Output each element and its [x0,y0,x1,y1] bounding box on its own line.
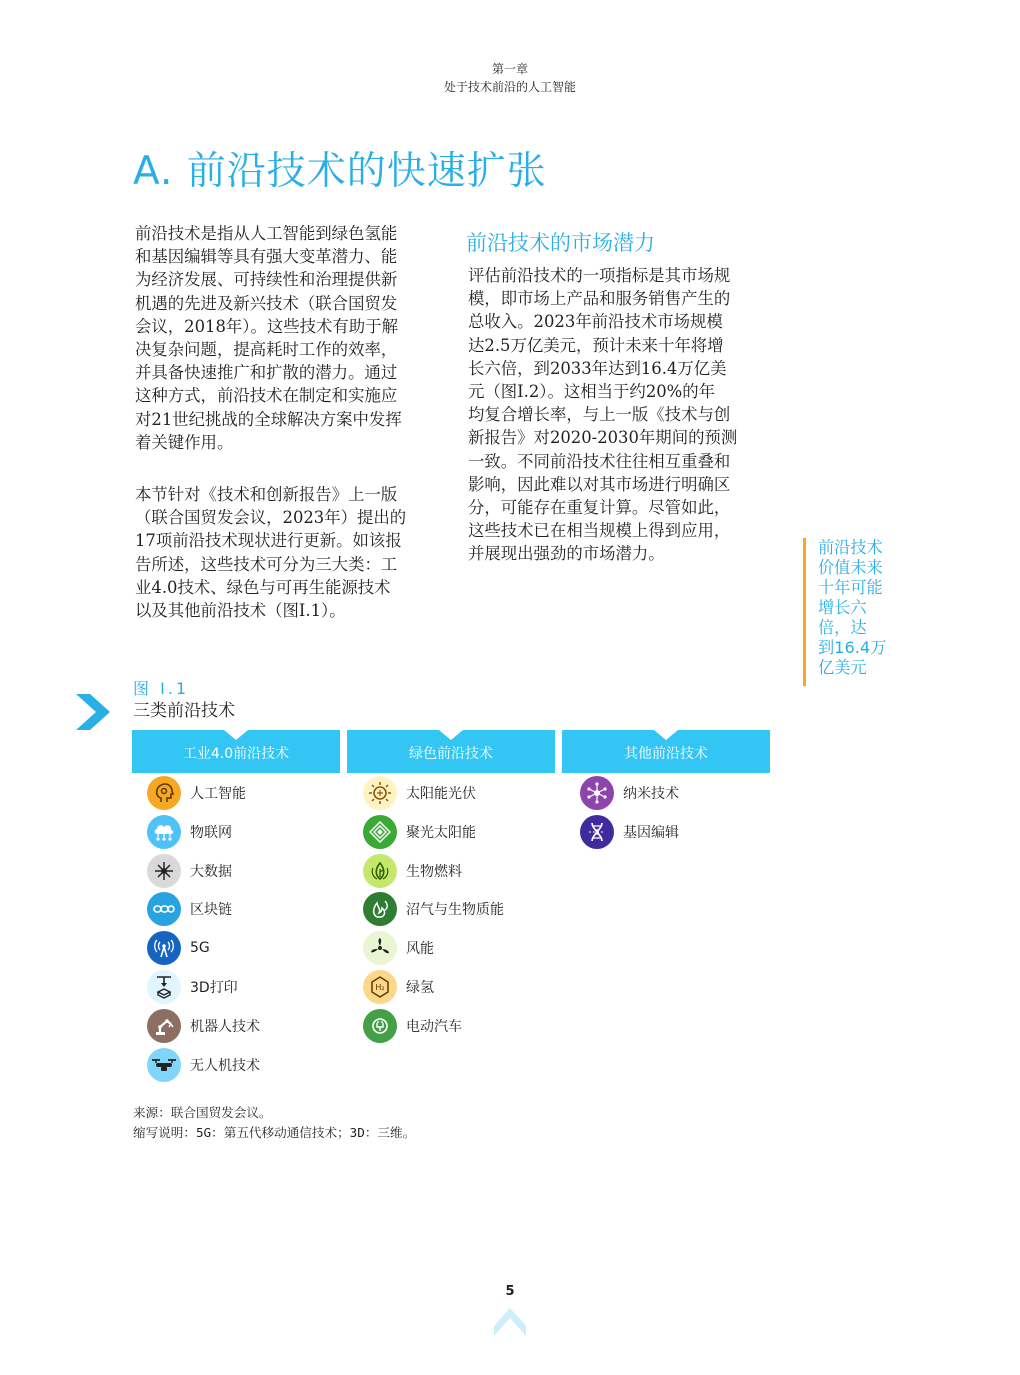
list-item [580,775,679,811]
item-label: 电动汽车 [406,1018,462,1035]
ev-plug-icon [363,1009,397,1043]
text-line: 均复合增长率，与上一版《技术与创 [468,405,731,425]
list-item [147,1047,260,1083]
callout-line: 价值未来 [818,558,883,577]
svg-text:H₂: H₂ [375,982,385,992]
text-line: 新报告》对2020-2030年期间的预测 [468,428,738,448]
figure-label: 图 I.1 [133,679,190,698]
column-header-green [347,730,555,773]
list-item [363,1008,504,1044]
market-subheading: 前沿技术的市场潜力 [466,231,655,255]
list-item [147,814,260,850]
item-label: 沼气与生物质能 [406,902,504,919]
item-label: 绿氢 [406,979,434,996]
item-label: 机器人技术 [190,1018,260,1035]
text-line: 分，可能存在重复计算。尽管如此， [468,498,731,518]
item-label: 聚光太阳能 [406,824,476,841]
callout-line: 前沿技术 [818,538,883,557]
item-label: 无人机技术 [190,1057,260,1074]
text-line: （联合国贸发会议，2023年）提出的 [135,508,407,528]
concentrated-solar-icon [363,815,397,849]
item-label: 基因编辑 [623,824,679,841]
item-label: 5G [190,940,210,957]
text-line: 元（图I.2）。这相当于约20%的年 [468,382,716,402]
figure-title: 三类前沿技术 [133,701,235,721]
text-line: 总收入。2023年前沿技术市场规模 [468,312,723,332]
green-hydrogen-icon [363,970,397,1004]
item-label: 太阳能光伏 [406,786,476,802]
list-item [363,969,504,1005]
list-item [147,1008,260,1044]
solar-pv-icon [363,776,397,810]
item-label: 风能 [406,941,434,958]
biofuel-icon [363,854,397,888]
item-label: 生物燃料 [406,863,462,880]
column-header-label: 其他前沿技术 [624,745,708,762]
item-label: 大数据 [190,863,232,880]
callout-line: 倍，达 [818,618,867,637]
wind-turbine-icon [363,931,397,965]
chapter-label: 第一章 [491,62,528,76]
chapter-title: 处于技术前沿的人工智能 [443,80,576,94]
page-number: 5 [505,1284,515,1299]
text-line: 会议，2018年）。这些技术有助于解 [135,316,398,336]
text-line: 以及其他前沿技术（图I.1）。 [135,601,346,621]
callout-line: 到16.4万 [818,638,887,657]
chevron-up-icon[interactable] [494,1308,526,1336]
right-column [468,264,778,566]
gene-editing-icon [580,815,614,849]
column-header-industry40 [132,730,340,773]
text-line: 并展现出强劲的市场潜力。 [468,544,665,564]
text-line: 评估前沿技术的一项指标是其市场规 [468,266,731,285]
figure-abbreviations: 缩写说明：5G：第五代移动通信技术；3D：三维。 [133,1125,416,1140]
list-item [363,853,504,889]
nanotech-icon [580,776,614,810]
callout-line: 增长六 [818,598,867,617]
text-line: 达2.5万亿美元，预计未来十年将增 [468,335,724,355]
intro-paragraph [135,222,435,454]
column-header-label: 工业4.0前沿技术 [182,745,290,762]
text-line: 前沿技术是指从人工智能到绿色氢能 [135,224,398,243]
list-item [363,814,504,850]
list-item [147,775,260,811]
chevron-right-icon [76,694,110,730]
text-line: 影响，因此难以对其市场进行明确区 [468,474,731,494]
list-item [363,891,504,927]
section-title: A. 前沿技术的快速扩张 [133,149,547,194]
big-data-icon [147,854,181,888]
item-label: 区块链 [190,902,232,919]
green-list [363,775,504,1047]
iot-cloud-icon [147,815,181,849]
text-line: 机遇的先进及新兴技术（联合国贸发 [135,293,398,313]
list-item [363,930,504,966]
market-paragraph [468,264,778,566]
list-item [580,814,679,850]
text-line: 长六倍，到2033年达到16.4万亿美 [468,358,727,378]
text-line: 模，即市场上产品和服务销售产生的 [468,289,731,309]
item-label: 3D打印 [190,979,238,996]
list-item [363,775,504,811]
update-paragraph [135,483,435,622]
column-header-label: 绿色前沿技术 [409,745,493,762]
header-notch [654,730,678,740]
text-line: 这种方式，前沿技术在制定和实施应 [135,386,398,406]
text-line: 并具备快速推广和扩散的潜力。通过 [135,363,398,383]
left-column [135,222,435,622]
text-line: 为经济发展、可持续性和治理提供新 [135,270,398,290]
callout-box [803,538,918,686]
item-label: 人工智能 [190,786,246,802]
robot-arm-icon [147,1009,181,1043]
drone-icon [147,1048,181,1082]
text-line: 着关键作用。 [135,432,234,452]
biogas-icon [363,892,397,926]
text-line: 和基因编辑等具有强大变革潜力、能 [135,247,398,267]
text-line: 对21世纪挑战的全球解决方案中发挥 [135,409,402,429]
5g-antenna-icon [147,931,181,965]
other-list [580,775,679,853]
list-item [147,891,260,927]
header-notch [224,730,248,740]
blockchain-icon [147,892,181,926]
column-header-other [562,730,770,773]
ai-head-icon [147,776,181,810]
item-label: 物联网 [190,824,232,841]
item-label: 纳米技术 [623,786,679,802]
list-item [147,930,260,966]
industry40-list [147,775,260,1085]
text-line: 本节针对《技术和创新报告》上一版 [135,485,398,505]
callout-line: 亿美元 [818,658,867,677]
text-line: 决复杂问题，提高耗时工作的效率， [135,340,398,360]
text-line: 一致。不同前沿技术往往相互重叠和 [468,451,731,471]
callout-line: 十年可能 [818,578,883,597]
3d-printer-icon [147,970,181,1004]
list-item [147,969,260,1005]
text-line: 17项前沿技术现状进行更新。如该报 [135,531,402,551]
header-notch [439,730,463,740]
text-line: 告所述，这些技术可分为三大类：工 [135,554,398,574]
list-item [147,853,260,889]
figure-source: 来源：联合国贸发会议。 [133,1105,272,1120]
text-line: 业4.0技术、绿色与可再生能源技术 [135,577,391,597]
text-line: 这些技术已在相当规模上得到应用， [468,521,731,541]
